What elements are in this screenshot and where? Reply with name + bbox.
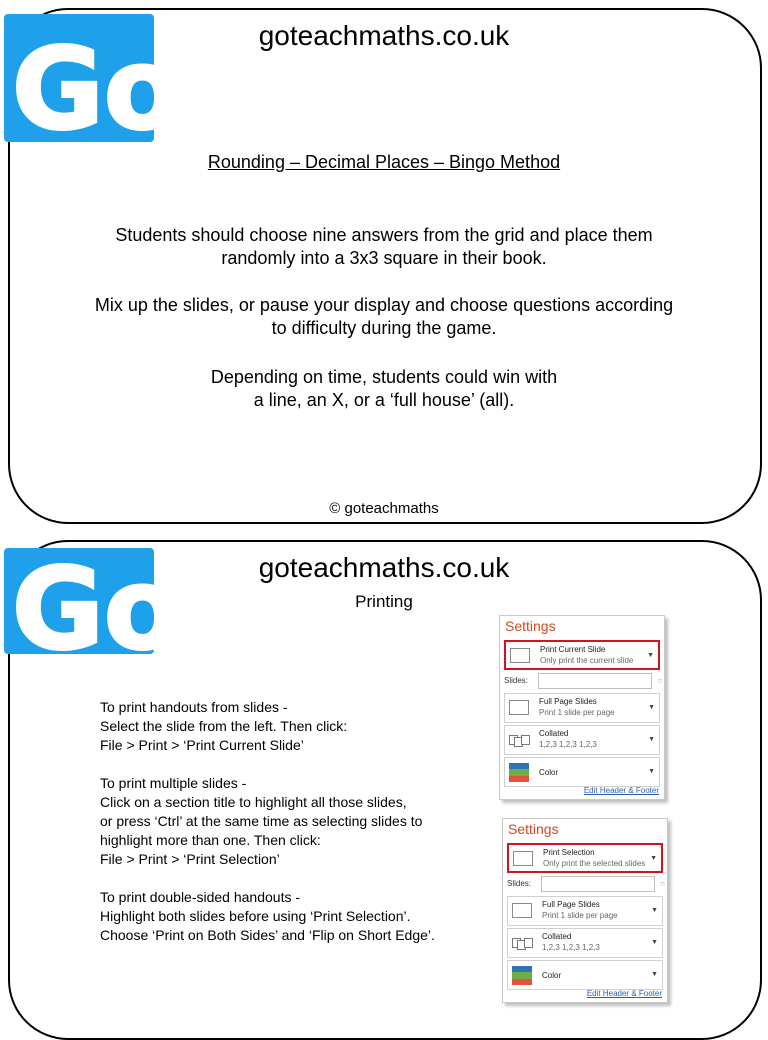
- print-settings-panel: [502, 818, 668, 1003]
- slides-row: Slides: ○: [507, 876, 663, 894]
- edit-header-footer-link[interactable]: Edit Header & Footer: [586, 989, 662, 998]
- printing-instructions: [100, 698, 500, 964]
- settings-header: Settings: [508, 821, 559, 837]
- info-icon: ○: [657, 676, 662, 685]
- slide-icon: [510, 648, 530, 663]
- print-what-dropdown[interactable]: Print Current Slide Only print the current slide ▼: [504, 640, 660, 670]
- print-settings-panel: [499, 615, 665, 800]
- dropdown-arrow-icon: ▼: [651, 971, 658, 978]
- slides-row: Slides: ○: [504, 673, 660, 691]
- color-icon: [509, 763, 529, 782]
- selection-icon: [513, 851, 533, 866]
- settings-header: Settings: [505, 618, 556, 634]
- full-page-icon: [509, 700, 529, 715]
- dropdown-arrow-icon: ▼: [651, 939, 658, 946]
- dropdown-arrow-icon: ▼: [648, 768, 655, 775]
- svg-text:Go!: Go!: [12, 25, 232, 155]
- full-page-icon: [512, 903, 532, 918]
- instruction-block: To print multiple slides - Click on a section title to highlight all those slides, or press ‘Ctrl’ at the same time as selecting slides to highlight more than one. Then click: File > Print > ‘Print Selection’: [100, 775, 423, 867]
- site-title: goteachmaths.co.uk: [258, 20, 510, 51]
- layout-dropdown[interactable]: Full Page Slides Print 1 slide per page ▼: [507, 896, 663, 926]
- slide-subtitle: Printing: [355, 592, 413, 611]
- dropdown-arrow-icon: ▼: [650, 855, 657, 862]
- dropdown-arrow-icon: ▼: [651, 907, 658, 914]
- dropdown-arrow-icon: ▼: [647, 652, 654, 659]
- copyright: © goteachmaths: [329, 500, 439, 517]
- collate-dropdown[interactable]: Collated 1,2,3 1,2,3 1,2,3 ▼: [507, 928, 663, 958]
- slides-input[interactable]: [541, 876, 655, 892]
- site-title: goteachmaths.co.uk: [258, 552, 510, 583]
- instruction-paragraph: Mix up the slides, or pause your display and choose questions according to difficulty during the game.: [94, 295, 674, 338]
- print-what-dropdown[interactable]: Print Selection Only print the selected slides ▼: [507, 843, 663, 873]
- edit-header-footer-link[interactable]: Edit Header & Footer: [583, 786, 659, 795]
- instruction-block: To print handouts from slides - Select the slide from the left. Then click: File > Print > ‘Print Current Slide’: [100, 699, 348, 753]
- collate-icon: [509, 735, 531, 747]
- color-icon: [512, 966, 532, 985]
- slides-input[interactable]: [538, 673, 652, 689]
- collate-dropdown[interactable]: Collated 1,2,3 1,2,3 1,2,3 ▼: [504, 725, 660, 755]
- color-dropdown[interactable]: Color ▼: [507, 960, 663, 990]
- info-icon: ○: [660, 879, 665, 888]
- dropdown-arrow-icon: ▼: [648, 704, 655, 711]
- collate-icon: [512, 938, 534, 950]
- layout-dropdown[interactable]: Full Page Slides Print 1 slide per page ▼: [504, 693, 660, 723]
- svg-text:Go!: Go!: [12, 545, 232, 675]
- instruction-paragraph: Depending on time, students could win with a line, an X, or a ‘full house’ (all).: [210, 367, 558, 410]
- instruction-block: To print double-sided handouts - Highlight both slides before using ‘Print Selection’. Choose ‘Print on Both Sides’ and ‘Flip on Short Edge’.: [100, 889, 435, 943]
- color-dropdown[interactable]: Color ▼: [504, 757, 660, 787]
- dropdown-arrow-icon: ▼: [648, 736, 655, 743]
- instruction-paragraph: Students should choose nine answers from the grid and place them randomly into a 3x3 square in their book.: [115, 225, 653, 268]
- slide-title: Rounding – Decimal Places – Bingo Method: [207, 152, 561, 172]
